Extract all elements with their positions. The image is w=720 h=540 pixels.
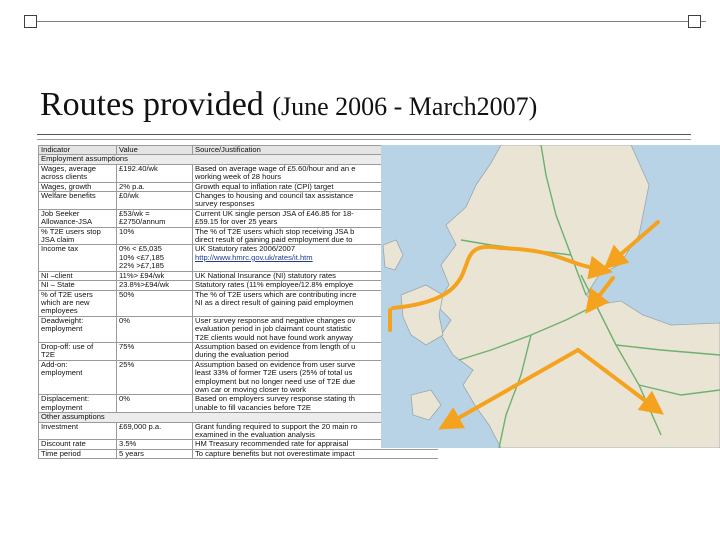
value-cell bbox=[117, 316, 193, 342]
slide-title-main: Routes provided bbox=[40, 86, 273, 123]
cell-line: 25% bbox=[119, 360, 135, 369]
title-underline bbox=[37, 134, 691, 135]
cell-line: employment bbox=[41, 324, 83, 334]
slide-title-period: (June 2006 - March2007) bbox=[272, 92, 538, 121]
cell-line: Assumption based on evidence from user surve bbox=[195, 360, 356, 369]
cell-line: % T2E users stop bbox=[41, 227, 101, 236]
cell-line: 22% >£7,185 bbox=[119, 261, 164, 271]
cell-line: £192.40/wk bbox=[119, 164, 158, 173]
title-underline-secondary bbox=[37, 139, 691, 140]
cell-line: Drop-off: use of bbox=[41, 342, 94, 351]
cell-line: across clients bbox=[41, 172, 88, 182]
cell-line: working week of 28 hours bbox=[195, 172, 282, 182]
slide-title bbox=[40, 88, 537, 122]
cell-line: Discount rate bbox=[41, 439, 86, 449]
cell-line: NI as a direct result of gaining paid employmen bbox=[195, 297, 354, 307]
cell-line: Wages, growth bbox=[41, 182, 92, 191]
cell-line: NI – State bbox=[41, 280, 75, 290]
cell-line: Growth equal to inflation rate (CPI) target bbox=[195, 182, 334, 191]
cell-line: examined in the evaluation analysis bbox=[195, 430, 315, 439]
cell-line: 5 years bbox=[119, 449, 144, 458]
indicator-cell bbox=[39, 245, 117, 271]
indicator-cell bbox=[39, 422, 117, 440]
cell-line: 10% <£7,185 bbox=[119, 252, 164, 262]
cell-line: unable to fill vacancies before T2E bbox=[195, 402, 311, 412]
value-cell bbox=[117, 395, 193, 413]
header-indicator: Indicator bbox=[39, 146, 117, 155]
cell-line: The % of T2E users which are contributing incre bbox=[195, 290, 357, 299]
cell-line: 10% bbox=[119, 227, 135, 236]
section-label: Other assumptions bbox=[39, 413, 439, 422]
section-label: Employment assumptions bbox=[39, 155, 439, 164]
cell-line: which are new bbox=[41, 297, 90, 307]
indicator-cell bbox=[39, 209, 117, 227]
table-row bbox=[39, 245, 439, 271]
cell-line: employment bbox=[41, 402, 83, 412]
table-row bbox=[39, 209, 439, 227]
header-value: Value bbox=[117, 146, 193, 155]
value-cell bbox=[117, 440, 193, 449]
cell-line: Income tax bbox=[41, 244, 79, 254]
cell-line: £59.15 for over 25 years bbox=[195, 217, 278, 227]
cell-line: NI –client bbox=[41, 271, 73, 280]
scotland-map bbox=[381, 145, 720, 448]
cell-line: 0% < £5,035 bbox=[119, 244, 162, 254]
indicator-cell bbox=[39, 449, 117, 458]
cell-line: direct result of gaining paid employment due to bbox=[195, 235, 353, 245]
table-row bbox=[39, 316, 439, 342]
cell-line: £53/wk = bbox=[119, 209, 150, 218]
table-row bbox=[39, 182, 439, 191]
value-cell bbox=[117, 209, 193, 227]
source-cell bbox=[193, 449, 439, 458]
value-cell bbox=[117, 360, 193, 395]
cell-line: £2750/annum bbox=[119, 217, 166, 227]
cell-line: 0% bbox=[119, 316, 130, 325]
cell-line: Displacement: bbox=[41, 394, 90, 404]
value-cell bbox=[117, 342, 193, 360]
cell-line: Changes to housing and council tax assistance bbox=[195, 191, 354, 201]
cell-line: 23.8%>£94/wk bbox=[119, 280, 170, 290]
cell-line: Current UK single person JSA of £46.85 for 18- bbox=[195, 209, 354, 218]
cell-line: Welfare benefits bbox=[41, 191, 96, 201]
table-row bbox=[39, 440, 439, 449]
indicator-cell bbox=[39, 360, 117, 395]
indicator-cell bbox=[39, 342, 117, 360]
cell-line: Add-on: bbox=[41, 360, 68, 369]
cell-line: 3.5% bbox=[119, 439, 137, 449]
table-body bbox=[39, 155, 439, 459]
table-row bbox=[39, 395, 439, 413]
cell-line: Deadweight: bbox=[41, 316, 84, 325]
table-row bbox=[39, 422, 439, 440]
cell-line: T2E bbox=[41, 350, 55, 360]
cell-line: User survey response and negative changes ov bbox=[195, 316, 356, 325]
table-row bbox=[39, 290, 439, 316]
indicator-cell bbox=[39, 164, 117, 182]
indicator-cell bbox=[39, 440, 117, 449]
table-row bbox=[39, 192, 439, 210]
indicator-cell bbox=[39, 281, 117, 290]
indicator-cell bbox=[39, 271, 117, 280]
indicator-cell bbox=[39, 316, 117, 342]
cell-line: 75% bbox=[119, 342, 135, 351]
table-section-row bbox=[39, 155, 439, 164]
assumptions-table bbox=[38, 145, 438, 459]
source-link[interactable]: http://www.hmrc.gov.uk/rates/it.htm bbox=[195, 252, 313, 262]
cell-line: £0/wk bbox=[119, 191, 139, 201]
cell-line: 11%> £94/wk bbox=[119, 271, 165, 280]
cell-line: Grant funding required to support the 20 main ro bbox=[195, 422, 358, 431]
cell-line: Allowance-JSA bbox=[41, 217, 93, 227]
value-cell bbox=[117, 192, 193, 210]
cell-line: 50% bbox=[119, 290, 135, 299]
cell-line: Assumption based on evidence from length of u bbox=[195, 342, 356, 351]
table-section-row bbox=[39, 413, 439, 422]
cell-line: T2E clients would not have found work anyway bbox=[195, 332, 353, 342]
cell-line: 2% p.a. bbox=[119, 182, 145, 191]
cell-line: survey responses bbox=[195, 199, 255, 209]
table-row bbox=[39, 281, 439, 290]
indicator-cell bbox=[39, 182, 117, 191]
cell-line: Job Seeker bbox=[41, 209, 80, 218]
decoration-square bbox=[688, 15, 701, 28]
cell-line: employment bbox=[41, 368, 83, 378]
cell-line: during the evaluation period bbox=[195, 350, 289, 360]
table-row bbox=[39, 227, 439, 245]
cell-line: Investment bbox=[41, 422, 79, 431]
indicator-cell bbox=[39, 290, 117, 316]
table-row bbox=[39, 342, 439, 360]
cell-line: UK Statutory rates 2006/2007 bbox=[195, 244, 296, 254]
cell-line: least 33% of former T2E users (25% of total us bbox=[195, 368, 353, 378]
table-row bbox=[39, 449, 439, 458]
title-decoration bbox=[24, 13, 710, 29]
cell-line: To capture benefits but not overestimate impact bbox=[195, 449, 355, 458]
cell-line: own car or moving closer to work bbox=[195, 384, 306, 394]
cell-line: HM Treasury recommended rate for appraisal bbox=[195, 439, 349, 449]
table-row bbox=[39, 360, 439, 395]
cell-line: Based on average wage of £5.60/hour and an e bbox=[195, 164, 356, 173]
decoration-square bbox=[24, 15, 37, 28]
table-row bbox=[39, 271, 439, 280]
value-cell bbox=[117, 245, 193, 271]
cell-line: £69,000 p.a. bbox=[119, 422, 162, 431]
value-cell bbox=[117, 290, 193, 316]
cell-line: Time period bbox=[41, 449, 81, 458]
cell-line: Based on employers survey response stating th bbox=[195, 394, 355, 404]
assumptions-table-image bbox=[38, 145, 438, 473]
value-cell bbox=[117, 227, 193, 245]
cell-line: The % of T2E users which stop receiving JSA b bbox=[195, 227, 355, 236]
indicator-cell bbox=[39, 227, 117, 245]
indicator-cell bbox=[39, 395, 117, 413]
decoration-line bbox=[34, 21, 706, 22]
table-row bbox=[39, 164, 439, 182]
cell-line: 0% bbox=[119, 394, 130, 404]
table-header-row bbox=[39, 146, 439, 155]
value-cell bbox=[117, 164, 193, 182]
cell-line: employment but no longer need use of T2E due bbox=[195, 376, 356, 386]
cell-line: UK National Insurance (NI) statutory rates bbox=[195, 271, 336, 280]
cell-line: evaluation period in job claimant count statistic bbox=[195, 324, 352, 334]
cell-line: JSA claim bbox=[41, 235, 75, 245]
cell-line: Statutory rates (11% employee/12.8% employe bbox=[195, 280, 354, 290]
header-source: Source/Justification bbox=[193, 146, 439, 155]
cell-line: employees bbox=[41, 306, 78, 316]
value-cell bbox=[117, 281, 193, 290]
value-cell bbox=[117, 271, 193, 280]
cell-line: Wages, average bbox=[41, 164, 97, 173]
indicator-cell bbox=[39, 192, 117, 210]
value-cell bbox=[117, 449, 193, 458]
value-cell bbox=[117, 182, 193, 191]
value-cell bbox=[117, 422, 193, 440]
cell-line: % of T2E users bbox=[41, 290, 93, 299]
